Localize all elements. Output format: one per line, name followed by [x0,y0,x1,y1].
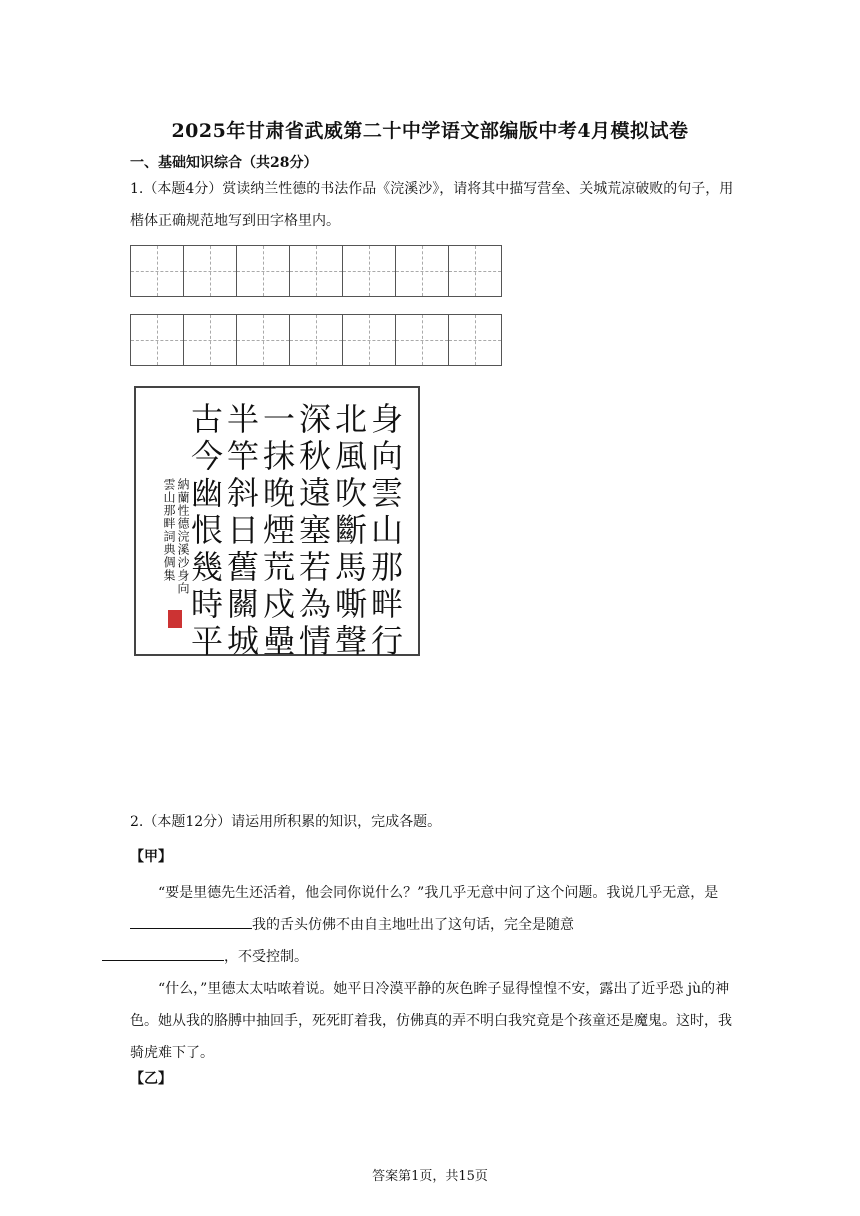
calligraphy-line: 身向雲山那畔行 [366,402,404,661]
calligraphy-columns [188,402,402,661]
tianzige-row-1[interactable] [130,245,502,297]
calligraphy-signature [162,478,189,595]
grid-cell[interactable] [449,246,501,296]
calligraphy-artwork [134,386,420,661]
answer-blank-1[interactable] [130,914,252,929]
grid-cell[interactable] [343,246,396,296]
signature-line: 雲山那畔詞典倜集 [162,478,176,582]
passage-paragraph-2: “什么，”里德太太咕哝着说。她平日冷漠平静的灰色眸子显得惶惶不安，露出了近乎恐 jù的神色。她从我的胳膊中抽回手，死死盯着我，仿佛真的弄不明白我究竟是个孩童还是魔鬼。这时，我骑虎难下了。 [130,981,732,1061]
calligraphy-line: 深秋遠塞若為情 [294,402,332,661]
signature-line: 納蘭性德浣溪沙身向 [176,478,190,595]
grid-cell[interactable] [131,315,184,365]
question-1: 1.（本题4分）赏读纳兰性德的书法作品《浣溪沙》，请将其中描写营垒、关城荒凉破败的句子，用楷体正确规范地写到田字格里内。 [130,181,734,229]
grid-cell[interactable] [237,246,290,296]
calligraphy-line: 半竿斜日舊關城 [222,402,260,661]
section-heading: 一、基础知识综合（共28分） [130,155,318,171]
passage-paragraph-1 [130,877,734,973]
tianzige-row-2[interactable] [130,314,502,366]
grid-cell[interactable] [131,246,184,296]
grid-cell[interactable] [184,315,237,365]
calligraphy-line: 北風吹斷馬嘶聲 [330,402,368,661]
passage-text: “要是里德先生还活着，他会同你说什么？”我几乎无意中问了这个问题。我说几乎无意，是 [158,885,719,901]
grid-cell[interactable] [184,246,237,296]
grid-cell[interactable] [396,315,449,365]
calligraphy-line: 一抹晚煙荒戍壘 [258,402,296,661]
passage-label-jia: 【甲】 [130,849,172,865]
page-footer: 答案第1页，共15页 [372,1169,488,1184]
grid-cell[interactable] [290,246,343,296]
grid-cell[interactable] [396,246,449,296]
question-2: 2.（本题12分）请运用所积累的知识，完成各题。 [130,814,442,830]
passage-text: 我的舌头仿佛不由自主地吐出了这句话，完全是随意 [252,917,574,933]
red-seal-icon [168,610,182,628]
grid-cell[interactable] [343,315,396,365]
calligraphy-line: 古今幽恨幾時平 [186,402,224,661]
passage-label-yi: 【乙】 [130,1071,172,1087]
grid-cell[interactable] [237,315,290,365]
grid-cell[interactable] [449,315,501,365]
page-title: 2025年甘肃省武威第二十中学语文部编版中考4月模拟试卷 [171,120,689,142]
grid-cell[interactable] [290,315,343,365]
passage-text: ，不受控制。 [224,949,308,965]
answer-blank-2[interactable] [102,946,224,961]
